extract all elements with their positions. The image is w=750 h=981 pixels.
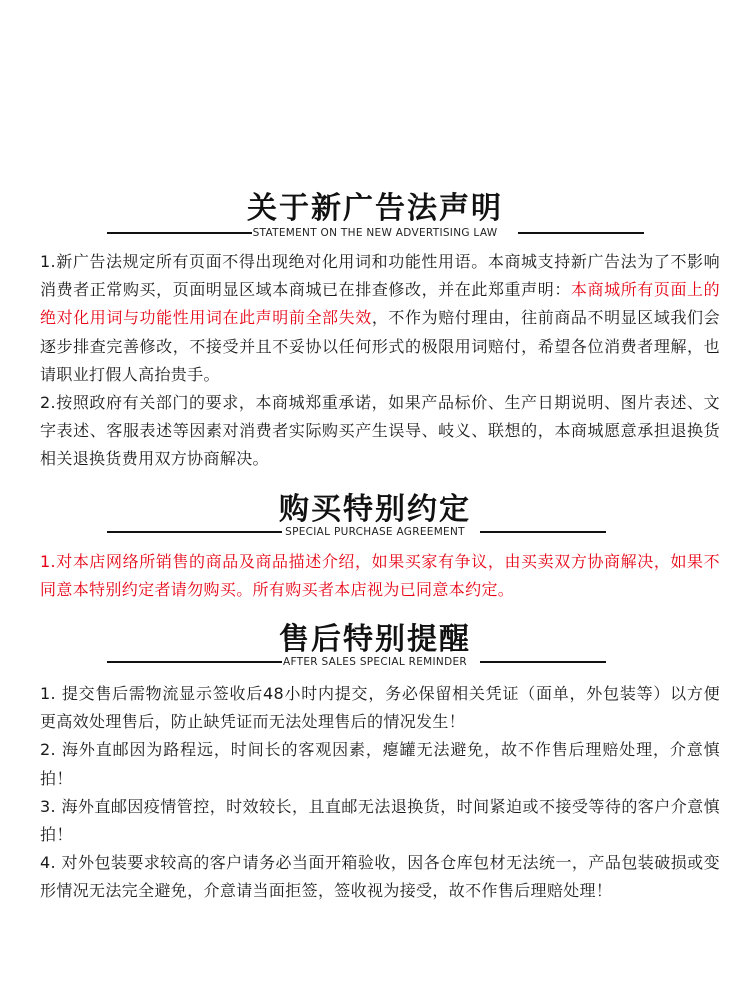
after-sales-title: 售后特别提醒	[279, 622, 471, 657]
divider-line-right	[480, 531, 606, 533]
ad-law-paragraph-1: 1.新广告法规定所有页面不得出现绝对化用词和功能性用语。本商城支持新广告法为了不影响消费者正常购买，页面明显区域本商城已在排查修改，并在此郑重声明：本商城所有页面上的绝对化用词与功能性用词在此声明前全部失效，不作为赔付理由，往前商品不明显区域我们会逐步排查完善修改，不接受并且不妥协以任何形式的极限用词赔付，希望各位消费者理解，也请职业打假人高抬贵手。	[40, 252, 721, 384]
divider-line-right	[518, 232, 644, 234]
ad-law-paragraph-2: 2.按照政府有关部门的要求，本商城郑重承诺，如果产品标价、生产日期说明、图片表述、文字表述、客服表述等因素对消费者实际购买产生误导、岐义、联想的，本商城愿意承担退换货相关退换货费用双方协商解决。	[40, 393, 720, 469]
ad-law-body	[40, 248, 720, 474]
purchase-agreement-paragraph-1: 1.对本店网络所销售的商品及商品描述介绍，如果买家有争议，由买卖双方协商解决，如果不同意本特别约定者请勿购买。所有购买者本店视为已同意本约定。	[40, 552, 720, 600]
ad-law-title: 关于新广告法声明	[247, 191, 503, 226]
after-sales-paragraph-3: 3. 海外直邮因疫情管控，时效较长，且直邮无法退换货，时间紧迫或不接受等待的客户介意慎拍！	[40, 796, 720, 845]
after-sales-paragraph-2: 2. 海外直邮因为路程远，时间长的客观因素，瘪罐无法避免，故不作售后理赔处理，介意慎拍！	[40, 740, 720, 788]
purchase-agreement-subtitle: SPECIAL PURCHASE AGREEMENT	[285, 526, 465, 538]
after-sales-paragraph-1: 1. 提交售后需物流显示签收后48小时内提交，务必保留相关凭证（面单，外包装等）以方便更高效处理售后，防止缺凭证而无法处理售后的情况发生！	[40, 684, 720, 732]
purchase-agreement-title: 购买特别约定	[279, 492, 471, 527]
after-sales-subtitle: AFTER SALES SPECIAL REMINDER	[282, 656, 468, 668]
after-sales-divider	[0, 654, 750, 670]
purchase-agreement-body	[40, 548, 720, 604]
after-sales-paragraph-4: 4. 对外包装要求较高的客户请务必当面开箱验收，因各仓库包材无法统一，产品包装破损或变形情况无法完全避免，介意请当面拒签，签收视为接受，故不作售后理赔处理！	[40, 853, 720, 901]
ad-law-subtitle: STATEMENT ON THE NEW ADVERTISING LAW	[252, 227, 498, 239]
ad-law-red-notice: 本商城所有页面上的绝对化用词与功能性用词在此声明前全部失效	[40, 280, 721, 328]
after-sales-body	[40, 680, 720, 906]
divider-line-right	[480, 661, 606, 663]
purchase-agreement-divider	[0, 524, 750, 540]
ad-law-divider	[0, 225, 750, 241]
